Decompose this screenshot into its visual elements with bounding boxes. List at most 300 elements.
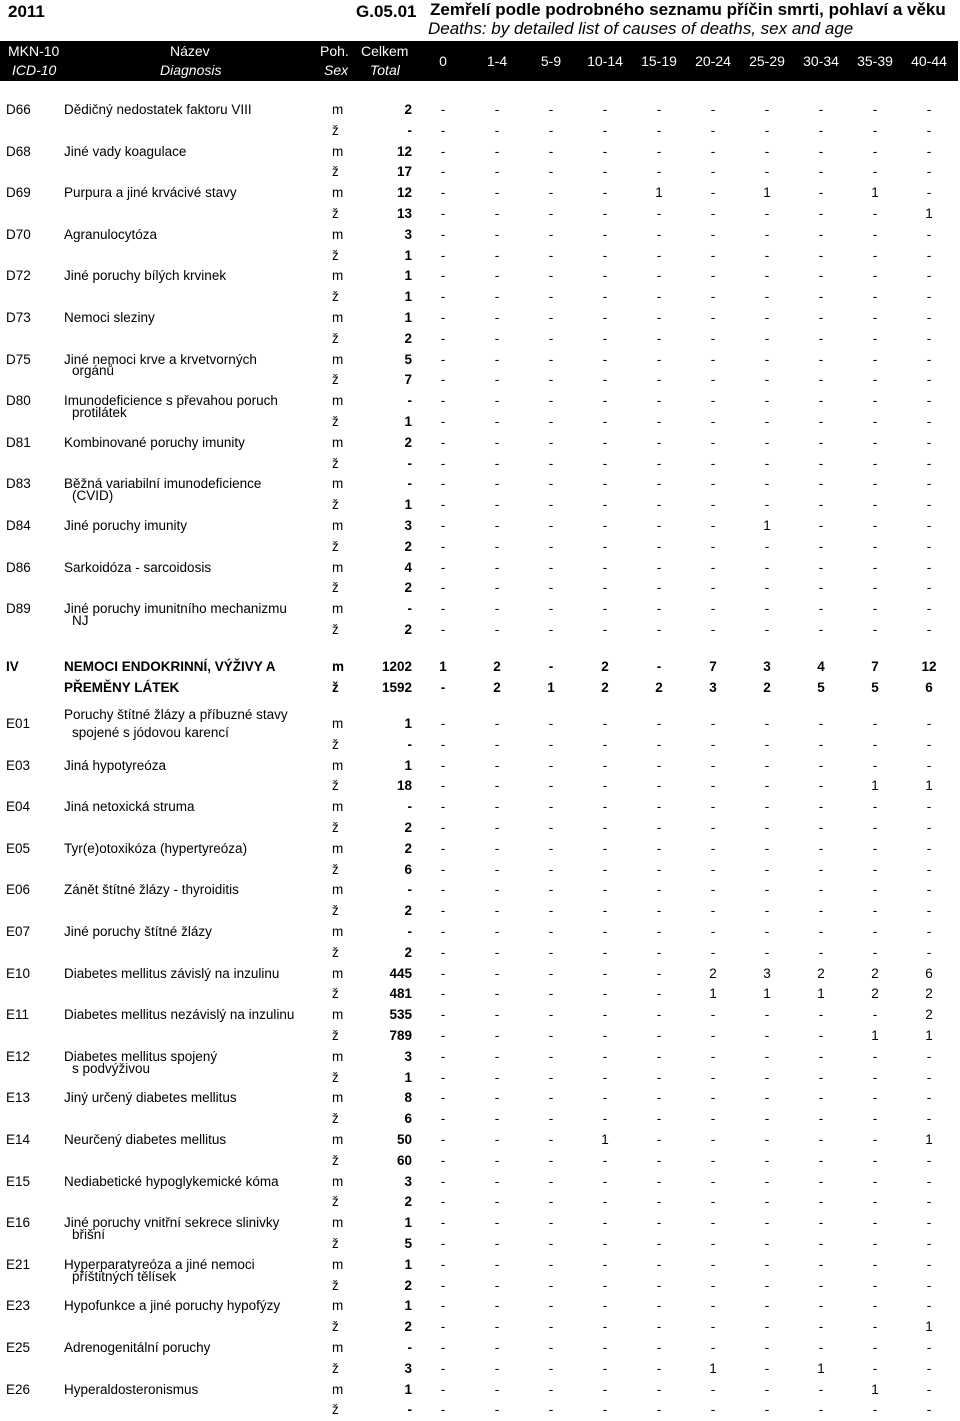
row-age-value: - xyxy=(656,143,662,159)
row-age-value: - xyxy=(710,393,716,409)
row-age-value: - xyxy=(440,757,446,773)
row-age-value: - xyxy=(440,185,446,201)
table-row xyxy=(0,266,960,287)
row-age-value: - xyxy=(764,538,770,554)
row-sex: ž xyxy=(332,247,339,263)
row-name: Neurčený diabetes mellitus xyxy=(64,1132,227,1147)
row-age-value: - xyxy=(494,559,500,575)
row-age-value: - xyxy=(872,861,878,877)
table-row xyxy=(0,797,960,818)
row-sex: m xyxy=(332,1048,344,1064)
row-sex: m xyxy=(332,1298,344,1314)
row-age-value: - xyxy=(548,185,554,201)
row-age-value: - xyxy=(602,1007,608,1023)
row-sex: m xyxy=(332,840,344,856)
row-age-value: - xyxy=(926,393,932,409)
row-age-value: - xyxy=(926,289,932,305)
row-age-value: - xyxy=(494,622,500,637)
row-age-value: - xyxy=(494,882,500,898)
row-age-value: - xyxy=(872,757,878,773)
row-total: - xyxy=(407,882,412,898)
row-age-value: - xyxy=(926,497,932,513)
row-age-value: - xyxy=(818,1007,824,1023)
row-age-value: - xyxy=(926,310,932,325)
row-age-value: - xyxy=(440,247,446,263)
row-sex: ž xyxy=(332,1402,339,1418)
row-total: 2 xyxy=(404,840,412,856)
row-age-value: - xyxy=(494,1132,500,1147)
row-age-value: - xyxy=(872,882,878,898)
row-age-value: - xyxy=(818,716,824,731)
row-age-value: - xyxy=(656,330,662,346)
row-total: - xyxy=(407,1402,412,1418)
row-name-cont: NJ xyxy=(72,613,89,628)
row-age-value: - xyxy=(440,164,446,180)
row-age-value: - xyxy=(548,330,554,346)
row-name: Diabetes mellitus spojený xyxy=(64,1048,218,1064)
row-age-value: - xyxy=(710,434,716,450)
row-age-value: - xyxy=(764,1194,770,1210)
row-name-cont: s podvýživou xyxy=(72,1060,151,1076)
row-age-value: - xyxy=(548,1319,554,1335)
row-age-value: - xyxy=(602,1340,608,1355)
table-row xyxy=(0,162,960,183)
row-age-value: - xyxy=(548,1194,554,1210)
row-age-value: - xyxy=(710,601,716,617)
row-age-value: - xyxy=(818,778,824,794)
row-sex: m xyxy=(332,1007,344,1023)
row-age-value: - xyxy=(440,226,446,242)
row-total: 5 xyxy=(404,351,412,367)
table-row xyxy=(0,537,960,558)
row-sex: ž xyxy=(332,1152,339,1168)
row-total: 4 xyxy=(404,559,412,575)
row-age-value: - xyxy=(710,185,716,201)
row-age-value: - xyxy=(764,497,770,513)
row-age-value: - xyxy=(548,882,554,898)
row-age-value: - xyxy=(656,820,662,835)
row-age-value: - xyxy=(872,1236,878,1251)
row-age-value: - xyxy=(764,476,770,492)
row-age-value: - xyxy=(818,455,824,471)
row-age-value: - xyxy=(818,289,824,305)
row-sex: m xyxy=(332,1132,344,1147)
row-age-value: - xyxy=(710,206,716,221)
table-row xyxy=(0,578,960,599)
row-age-value: - xyxy=(818,736,824,752)
row-total: 2 xyxy=(404,1194,412,1210)
row-age-value: - xyxy=(602,538,608,554)
row-sex: m xyxy=(332,1340,344,1355)
row-code: E14 xyxy=(6,1132,31,1147)
row-age-value: - xyxy=(818,268,824,284)
col-age-6: 25-29 xyxy=(749,53,785,69)
row-sex: m xyxy=(332,1173,344,1189)
row-total: 17 xyxy=(396,164,412,180)
row-age-value: - xyxy=(548,1152,554,1168)
row-age-value: - xyxy=(656,1381,662,1397)
row-code: D75 xyxy=(6,351,31,367)
row-sex: ž xyxy=(332,538,339,554)
row-age-value: - xyxy=(602,1381,608,1397)
row-age-value: - xyxy=(494,840,500,856)
row-age-value: 2 xyxy=(493,679,501,695)
row-name: Jiné poruchy bílých krvinek xyxy=(64,268,227,284)
row-sex: m xyxy=(332,102,344,117)
row-age-value: - xyxy=(926,1069,932,1085)
col-sex-en: Sex xyxy=(324,62,349,78)
row-age-value: - xyxy=(656,716,662,731)
row-age-value: - xyxy=(548,1402,554,1418)
row-age-value: - xyxy=(440,778,446,794)
row-age-value: - xyxy=(494,1340,500,1355)
row-age-value: - xyxy=(494,143,500,159)
row-age-value: - xyxy=(818,1173,824,1189)
row-age-value: - xyxy=(602,601,608,617)
row-age-value: - xyxy=(764,1111,770,1127)
row-code: D86 xyxy=(6,559,31,575)
row-code: E21 xyxy=(6,1256,31,1272)
row-age-value: - xyxy=(440,268,446,284)
row-age-value: - xyxy=(818,497,824,513)
row-total: 1 xyxy=(404,310,412,325)
row-age-value: 2 xyxy=(925,986,933,1002)
row-age-value: - xyxy=(926,757,932,773)
row-age-value: - xyxy=(548,497,554,513)
row-total: 50 xyxy=(396,1132,412,1147)
row-age-value: - xyxy=(926,1048,932,1064)
row-age-value: 2 xyxy=(601,659,609,674)
row-age-value: - xyxy=(494,351,500,367)
col-age-8: 35-39 xyxy=(857,53,893,69)
row-age-value: - xyxy=(818,1069,824,1085)
row-age-value: - xyxy=(548,799,554,815)
row-age-value: - xyxy=(872,559,878,575)
row-age-value: - xyxy=(656,434,662,450)
row-age-value: 7 xyxy=(871,659,879,674)
row-name: Jiné poruchy imunity xyxy=(64,518,188,533)
row-age-value: - xyxy=(494,247,500,263)
row-age-value: - xyxy=(548,736,554,752)
row-name: Jiná hypotyreóza xyxy=(64,757,167,773)
row-age-value: - xyxy=(602,268,608,284)
row-age-value: - xyxy=(872,330,878,346)
row-age-value: - xyxy=(602,965,608,981)
table-row xyxy=(0,1317,960,1338)
row-age-value: - xyxy=(494,1069,500,1085)
row-age-value: - xyxy=(494,861,500,877)
row-age-value: - xyxy=(764,414,770,429)
row-sex: ž xyxy=(332,289,339,305)
row-age-value: - xyxy=(764,1402,770,1418)
row-age-value: - xyxy=(440,861,446,877)
row-age-value: - xyxy=(872,820,878,835)
row-age-value: - xyxy=(494,226,500,242)
row-age-value: - xyxy=(656,226,662,242)
row-age-value: - xyxy=(548,538,554,554)
row-age-value: - xyxy=(710,840,716,856)
row-age-value: - xyxy=(548,840,554,856)
table-row xyxy=(0,1296,960,1317)
row-age-value: - xyxy=(872,414,878,429)
row-age-value: - xyxy=(602,206,608,221)
row-age-value: - xyxy=(602,1028,608,1043)
table-row xyxy=(0,405,960,433)
row-age-value: - xyxy=(440,455,446,471)
row-total: 2 xyxy=(404,538,412,554)
row-age-value: - xyxy=(710,944,716,960)
row-age-value: - xyxy=(656,757,662,773)
row-sex: ž xyxy=(332,622,339,637)
row-name: Imunodeficience s převahou poruch xyxy=(64,393,278,409)
row-age-value: - xyxy=(548,986,554,1002)
row-age-value: 1 xyxy=(709,986,717,1002)
row-age-value: - xyxy=(602,861,608,877)
row-age-value: - xyxy=(548,143,554,159)
row-age-value: - xyxy=(602,840,608,856)
row-total: 2 xyxy=(404,434,412,450)
row-age-value: - xyxy=(872,903,878,919)
row-age-value: 1 xyxy=(655,185,663,201)
row-age-value: - xyxy=(440,206,446,221)
row-age-value: - xyxy=(764,143,770,159)
row-age-value: - xyxy=(440,497,446,513)
row-age-value: - xyxy=(764,861,770,877)
row-age-value: - xyxy=(440,1319,446,1335)
row-age-value: - xyxy=(548,903,554,919)
row-age-value: 7 xyxy=(709,659,717,674)
row-age-value: - xyxy=(710,903,716,919)
row-age-value: - xyxy=(818,559,824,575)
row-total: 18 xyxy=(396,778,412,794)
row-age-value: - xyxy=(710,476,716,492)
row-age-value: - xyxy=(926,102,932,117)
row-total: 2 xyxy=(404,1277,412,1293)
row-age-value: - xyxy=(764,330,770,346)
row-age-value: - xyxy=(602,247,608,263)
row-sex: ž xyxy=(332,1360,339,1376)
row-age-value: - xyxy=(872,1132,878,1147)
row-age-value: - xyxy=(602,164,608,180)
row-age-value: - xyxy=(764,122,770,138)
row-age-value: - xyxy=(548,289,554,305)
row-age-value: - xyxy=(764,1340,770,1355)
row-name-cont: příštitných tělísek xyxy=(72,1268,177,1284)
row-age-value: - xyxy=(926,1402,932,1418)
row-age-value: - xyxy=(872,434,878,450)
row-age-value: - xyxy=(602,1173,608,1189)
row-age-value: - xyxy=(764,882,770,898)
table-row xyxy=(0,142,960,163)
row-age-value: - xyxy=(602,372,608,388)
row-age-value: 1 xyxy=(763,986,771,1002)
row-age-value: - xyxy=(548,226,554,242)
row-total: 3 xyxy=(404,1173,412,1189)
table-row xyxy=(0,964,960,985)
table-code: G.05.01 xyxy=(356,2,417,21)
row-age-value: - xyxy=(710,1173,716,1189)
row-age-value: - xyxy=(656,1069,662,1085)
row-age-value: - xyxy=(440,924,446,939)
col-name-en: Diagnosis xyxy=(160,62,222,78)
row-age-value: - xyxy=(494,455,500,471)
row-age-value: - xyxy=(548,455,554,471)
row-name: Tyr(e)otoxikóza (hypertyreóza) xyxy=(64,840,248,856)
row-age-value: - xyxy=(818,226,824,242)
row-age-value: - xyxy=(440,1152,446,1168)
row-sex: ž xyxy=(332,1111,339,1127)
table-row xyxy=(0,225,960,246)
row-age-value: 2 xyxy=(709,965,717,981)
table-row xyxy=(0,1400,960,1421)
table-row xyxy=(0,1026,960,1047)
row-age-value: - xyxy=(872,1069,878,1085)
row-age-value: - xyxy=(872,924,878,939)
row-age-value: - xyxy=(494,944,500,960)
row-age-value: - xyxy=(440,434,446,450)
row-code: D84 xyxy=(6,518,31,533)
row-age-value: - xyxy=(764,1360,770,1376)
row-name: Nemoci sleziny xyxy=(64,310,155,325)
row-age-value: - xyxy=(818,601,824,617)
table-row xyxy=(0,1359,960,1380)
row-name-cont: orgánů xyxy=(72,363,115,379)
row-age-value: - xyxy=(548,1090,554,1106)
row-code: D89 xyxy=(6,601,31,617)
row-code: E26 xyxy=(6,1381,31,1397)
row-age-value: - xyxy=(872,206,878,221)
row-sex: ž xyxy=(332,1194,339,1210)
row-code: D69 xyxy=(6,185,31,201)
row-age-value: - xyxy=(548,622,554,637)
row-age-value: - xyxy=(656,1277,662,1293)
table-row xyxy=(0,599,960,620)
row-age-value: - xyxy=(440,1277,446,1293)
row-name: Poruchy štítné žlázy a příbuzné stavy xyxy=(64,707,288,722)
row-age-value: - xyxy=(656,372,662,388)
table-row xyxy=(0,1151,960,1172)
row-sex: ž xyxy=(332,736,339,752)
row-age-value: - xyxy=(494,1277,500,1293)
row-age-value: - xyxy=(818,1236,824,1251)
row-age-value: - xyxy=(656,659,662,674)
row-age-value: - xyxy=(548,164,554,180)
row-age-value: - xyxy=(764,1069,770,1085)
row-age-value: - xyxy=(494,1007,500,1023)
row-age-value: - xyxy=(494,1236,500,1251)
row-age-value: - xyxy=(494,164,500,180)
row-age-value: 5 xyxy=(871,679,879,695)
row-age-value: - xyxy=(818,1256,824,1272)
row-age-value: - xyxy=(602,799,608,815)
table-title: Zemřelí podle podrobného seznamu příčin smrti, pohlaví a věku xyxy=(430,0,946,19)
table-row xyxy=(0,100,960,121)
row-age-value: - xyxy=(818,102,824,117)
row-age-value: - xyxy=(494,820,500,835)
row-age-value: - xyxy=(548,659,554,674)
row-total: 1 xyxy=(404,1069,412,1085)
table-row xyxy=(0,880,960,901)
row-age-value: - xyxy=(602,351,608,367)
row-age-value: - xyxy=(764,434,770,450)
row-age-value: - xyxy=(872,247,878,263)
row-age-value: - xyxy=(440,601,446,617)
row-age-value: - xyxy=(494,778,500,794)
row-total: 1 xyxy=(404,716,412,731)
row-age-value: - xyxy=(818,944,824,960)
row-age-value: - xyxy=(710,924,716,939)
table-row xyxy=(0,1192,960,1213)
row-age-value: - xyxy=(440,903,446,919)
row-age-value: - xyxy=(818,185,824,201)
row-age-value: - xyxy=(926,372,932,388)
row-age-value: - xyxy=(710,736,716,752)
row-age-value: - xyxy=(602,414,608,429)
row-age-value: - xyxy=(872,164,878,180)
row-age-value: - xyxy=(494,206,500,221)
row-name: Jiný určený diabetes mellitus xyxy=(64,1090,237,1106)
row-sex: m xyxy=(332,226,344,242)
row-total: 2 xyxy=(404,580,412,596)
row-age-value: - xyxy=(440,1173,446,1189)
col-sex-cz: Poh. xyxy=(320,43,349,59)
row-age-value: - xyxy=(818,372,824,388)
row-age-value: - xyxy=(440,1090,446,1106)
row-age-value: - xyxy=(440,965,446,981)
row-age-value: - xyxy=(710,122,716,138)
row-age-value: - xyxy=(656,1048,662,1064)
row-age-value: 1 xyxy=(709,1360,717,1376)
row-age-value: - xyxy=(602,476,608,492)
row-age-value: - xyxy=(656,580,662,596)
row-age-value: 2 xyxy=(655,679,663,695)
row-age-value: - xyxy=(926,924,932,939)
row-sex: ž xyxy=(332,986,339,1002)
row-age-value: - xyxy=(926,736,932,752)
row-age-value: - xyxy=(656,1319,662,1335)
row-age-value: - xyxy=(602,455,608,471)
row-age-value: - xyxy=(440,122,446,138)
row-age-value: - xyxy=(872,1090,878,1106)
row-age-value: - xyxy=(872,1298,878,1314)
row-age-value: - xyxy=(710,1069,716,1085)
row-age-value: - xyxy=(872,122,878,138)
row-age-value: - xyxy=(926,716,932,731)
row-age-value: - xyxy=(602,143,608,159)
row-age-value: - xyxy=(818,903,824,919)
row-sex: m xyxy=(332,393,344,409)
row-age-value: - xyxy=(656,455,662,471)
row-age-value: - xyxy=(926,330,932,346)
row-age-value: - xyxy=(656,351,662,367)
row-age-value: - xyxy=(710,247,716,263)
row-age-value: - xyxy=(764,757,770,773)
row-age-value: - xyxy=(710,580,716,596)
row-age-value: - xyxy=(710,372,716,388)
col-age-4: 15-19 xyxy=(641,53,677,69)
row-code: D68 xyxy=(6,143,31,159)
row-age-value: - xyxy=(656,1298,662,1314)
row-age-value: - xyxy=(764,1277,770,1293)
row-age-value: - xyxy=(710,414,716,429)
row-age-value: - xyxy=(710,1381,716,1397)
row-age-value: - xyxy=(494,476,500,492)
row-name: Nediabetické hypoglykemické kóma xyxy=(64,1173,279,1189)
row-age-value: - xyxy=(926,518,932,533)
row-age-value: - xyxy=(494,1319,500,1335)
table-row xyxy=(0,943,960,964)
row-total: 1 xyxy=(404,289,412,305)
